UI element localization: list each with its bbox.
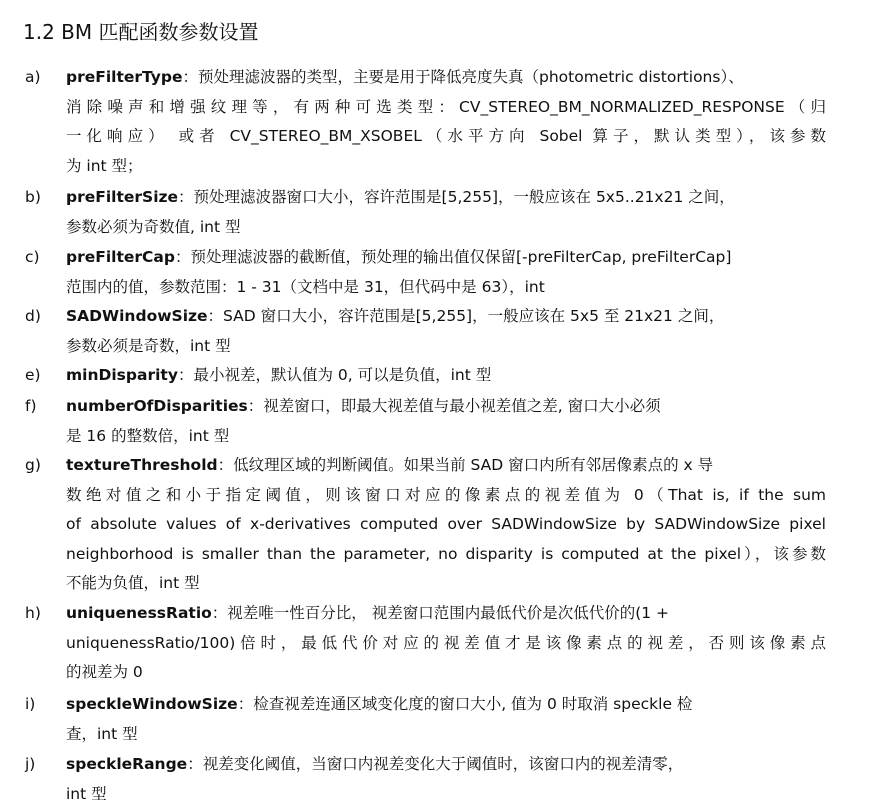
item-line-text: ：视差唯一性百分比， 视差窗口范围内最低代价是次低代价的(1 + xyxy=(211,604,670,622)
item-text xyxy=(66,243,826,302)
item-marker: j) xyxy=(25,755,36,773)
parameter-name: textureThreshold xyxy=(66,456,218,474)
item-marker: b) xyxy=(25,188,41,206)
item-line: 的视差为 0 xyxy=(66,663,143,682)
parameter-name: minDisparity xyxy=(66,366,178,384)
item-line: 参数必须为奇数值, int 型 xyxy=(66,217,241,236)
item-text xyxy=(66,750,826,809)
parameter-name: uniquenessRatio xyxy=(66,604,212,622)
item-text xyxy=(66,302,826,361)
item-line: 不能为负值，int 型 xyxy=(66,574,200,593)
item-line: int 型 xyxy=(66,784,107,803)
item-line xyxy=(66,361,826,391)
item-line xyxy=(66,243,826,273)
item-marker: f) xyxy=(25,397,37,415)
parameter-name: speckleWindowSize xyxy=(66,695,238,713)
item-line-text: ：SAD 窗口大小，容许范围是[5,255]，一般应该在 5x5 至 21x21 之间， xyxy=(207,307,725,325)
item-text xyxy=(66,690,826,749)
item-marker: d) xyxy=(25,307,41,325)
item-text xyxy=(66,361,826,391)
item-marker: h) xyxy=(25,604,41,622)
item-line-text: ：检查视差连通区域变化度的窗口大小, 值为 0 时取消 speckle 检 xyxy=(237,695,693,713)
item-line xyxy=(66,750,826,780)
item-line xyxy=(66,690,826,720)
item-line: 参数必须是奇数，int 型 xyxy=(66,336,231,355)
parameter-name: numberOfDisparities xyxy=(66,397,248,415)
item-line-text: ：预处理滤波器的截断值，预处理的输出值仅保留[-preFilterCap, preFilterCap] xyxy=(174,248,732,266)
item-text xyxy=(66,63,826,181)
parameter-name: preFilterCap xyxy=(66,248,175,266)
item-line xyxy=(66,63,826,93)
item-line-text: ：视差窗口，即最大视差值与最小视差值之差, 窗口大小必须 xyxy=(247,397,661,415)
item-line-text: ：预处理滤波器窗口大小，容许范围是[5,255]，一般应该在 5x5..21x21 之间， xyxy=(178,188,735,206)
section-heading: 1.2 BM 匹配函数参数设置 xyxy=(23,20,259,44)
item-line: 查，int 型 xyxy=(66,724,138,743)
item-line: 消除噪声和增强纹理等，有两种可选类型：CV_STEREO_BM_NORMALIZED_RESPONSE（归 xyxy=(66,97,826,116)
item-marker: c) xyxy=(25,248,40,266)
item-line: 是 16 的整数倍，int 型 xyxy=(66,426,230,445)
item-line xyxy=(66,302,826,332)
item-line: uniquenessRatio/100)倍时，最低代价对应的视差值才是该像素点的视差，否则该像素点 xyxy=(66,633,826,652)
item-marker: e) xyxy=(25,366,41,384)
item-text xyxy=(66,451,826,599)
item-line xyxy=(66,392,826,422)
item-line-text: ：低纹理区域的判断阈值。如果当前 SAD 窗口内所有邻居像素点的 x 导 xyxy=(217,456,714,474)
item-line xyxy=(66,183,826,213)
item-text xyxy=(66,599,826,688)
parameter-name: SADWindowSize xyxy=(66,307,208,325)
item-line: 为 int 型； xyxy=(66,156,143,175)
item-line-text: ：视差变化阈值，当窗口内视差变化大于阈值时，该窗口内的视差清零， xyxy=(187,755,684,773)
parameter-name: speckleRange xyxy=(66,755,188,773)
item-marker: i) xyxy=(25,695,36,713)
parameter-name: preFilterType xyxy=(66,68,183,86)
item-line: neighborhood is smaller than the parameter, no disparity is computed at the pixel），该参数 xyxy=(66,544,826,563)
item-text xyxy=(66,392,826,451)
item-line: 一化响应） 或者 CV_STEREO_BM_XSOBEL（水平方向 Sobel 算子，默认类型），该参数 xyxy=(66,127,826,146)
item-line-text: ：预处理滤波器的类型，主要是用于降低亮度失真（photometric distortions）、 xyxy=(182,68,744,86)
item-line xyxy=(66,451,826,481)
item-line-text: ：最小视差，默认值为 0, 可以是负值，int 型 xyxy=(177,366,492,384)
item-marker: a) xyxy=(25,68,41,86)
item-marker: g) xyxy=(25,456,41,474)
item-text xyxy=(66,183,826,242)
item-line: of absolute values of x-derivatives computed over SADWindowSize by SADWindowSize pixel xyxy=(66,515,826,534)
item-line: 数绝对值之和小于指定阈值，则该窗口对应的像素点的视差值为 0（That is, if the sum xyxy=(66,485,826,504)
parameter-name: preFilterSize xyxy=(66,188,179,206)
item-line: 范围内的值，参数范围：1 - 31（文档中是 31，但代码中是 63），int xyxy=(66,277,545,296)
item-line xyxy=(66,599,826,629)
